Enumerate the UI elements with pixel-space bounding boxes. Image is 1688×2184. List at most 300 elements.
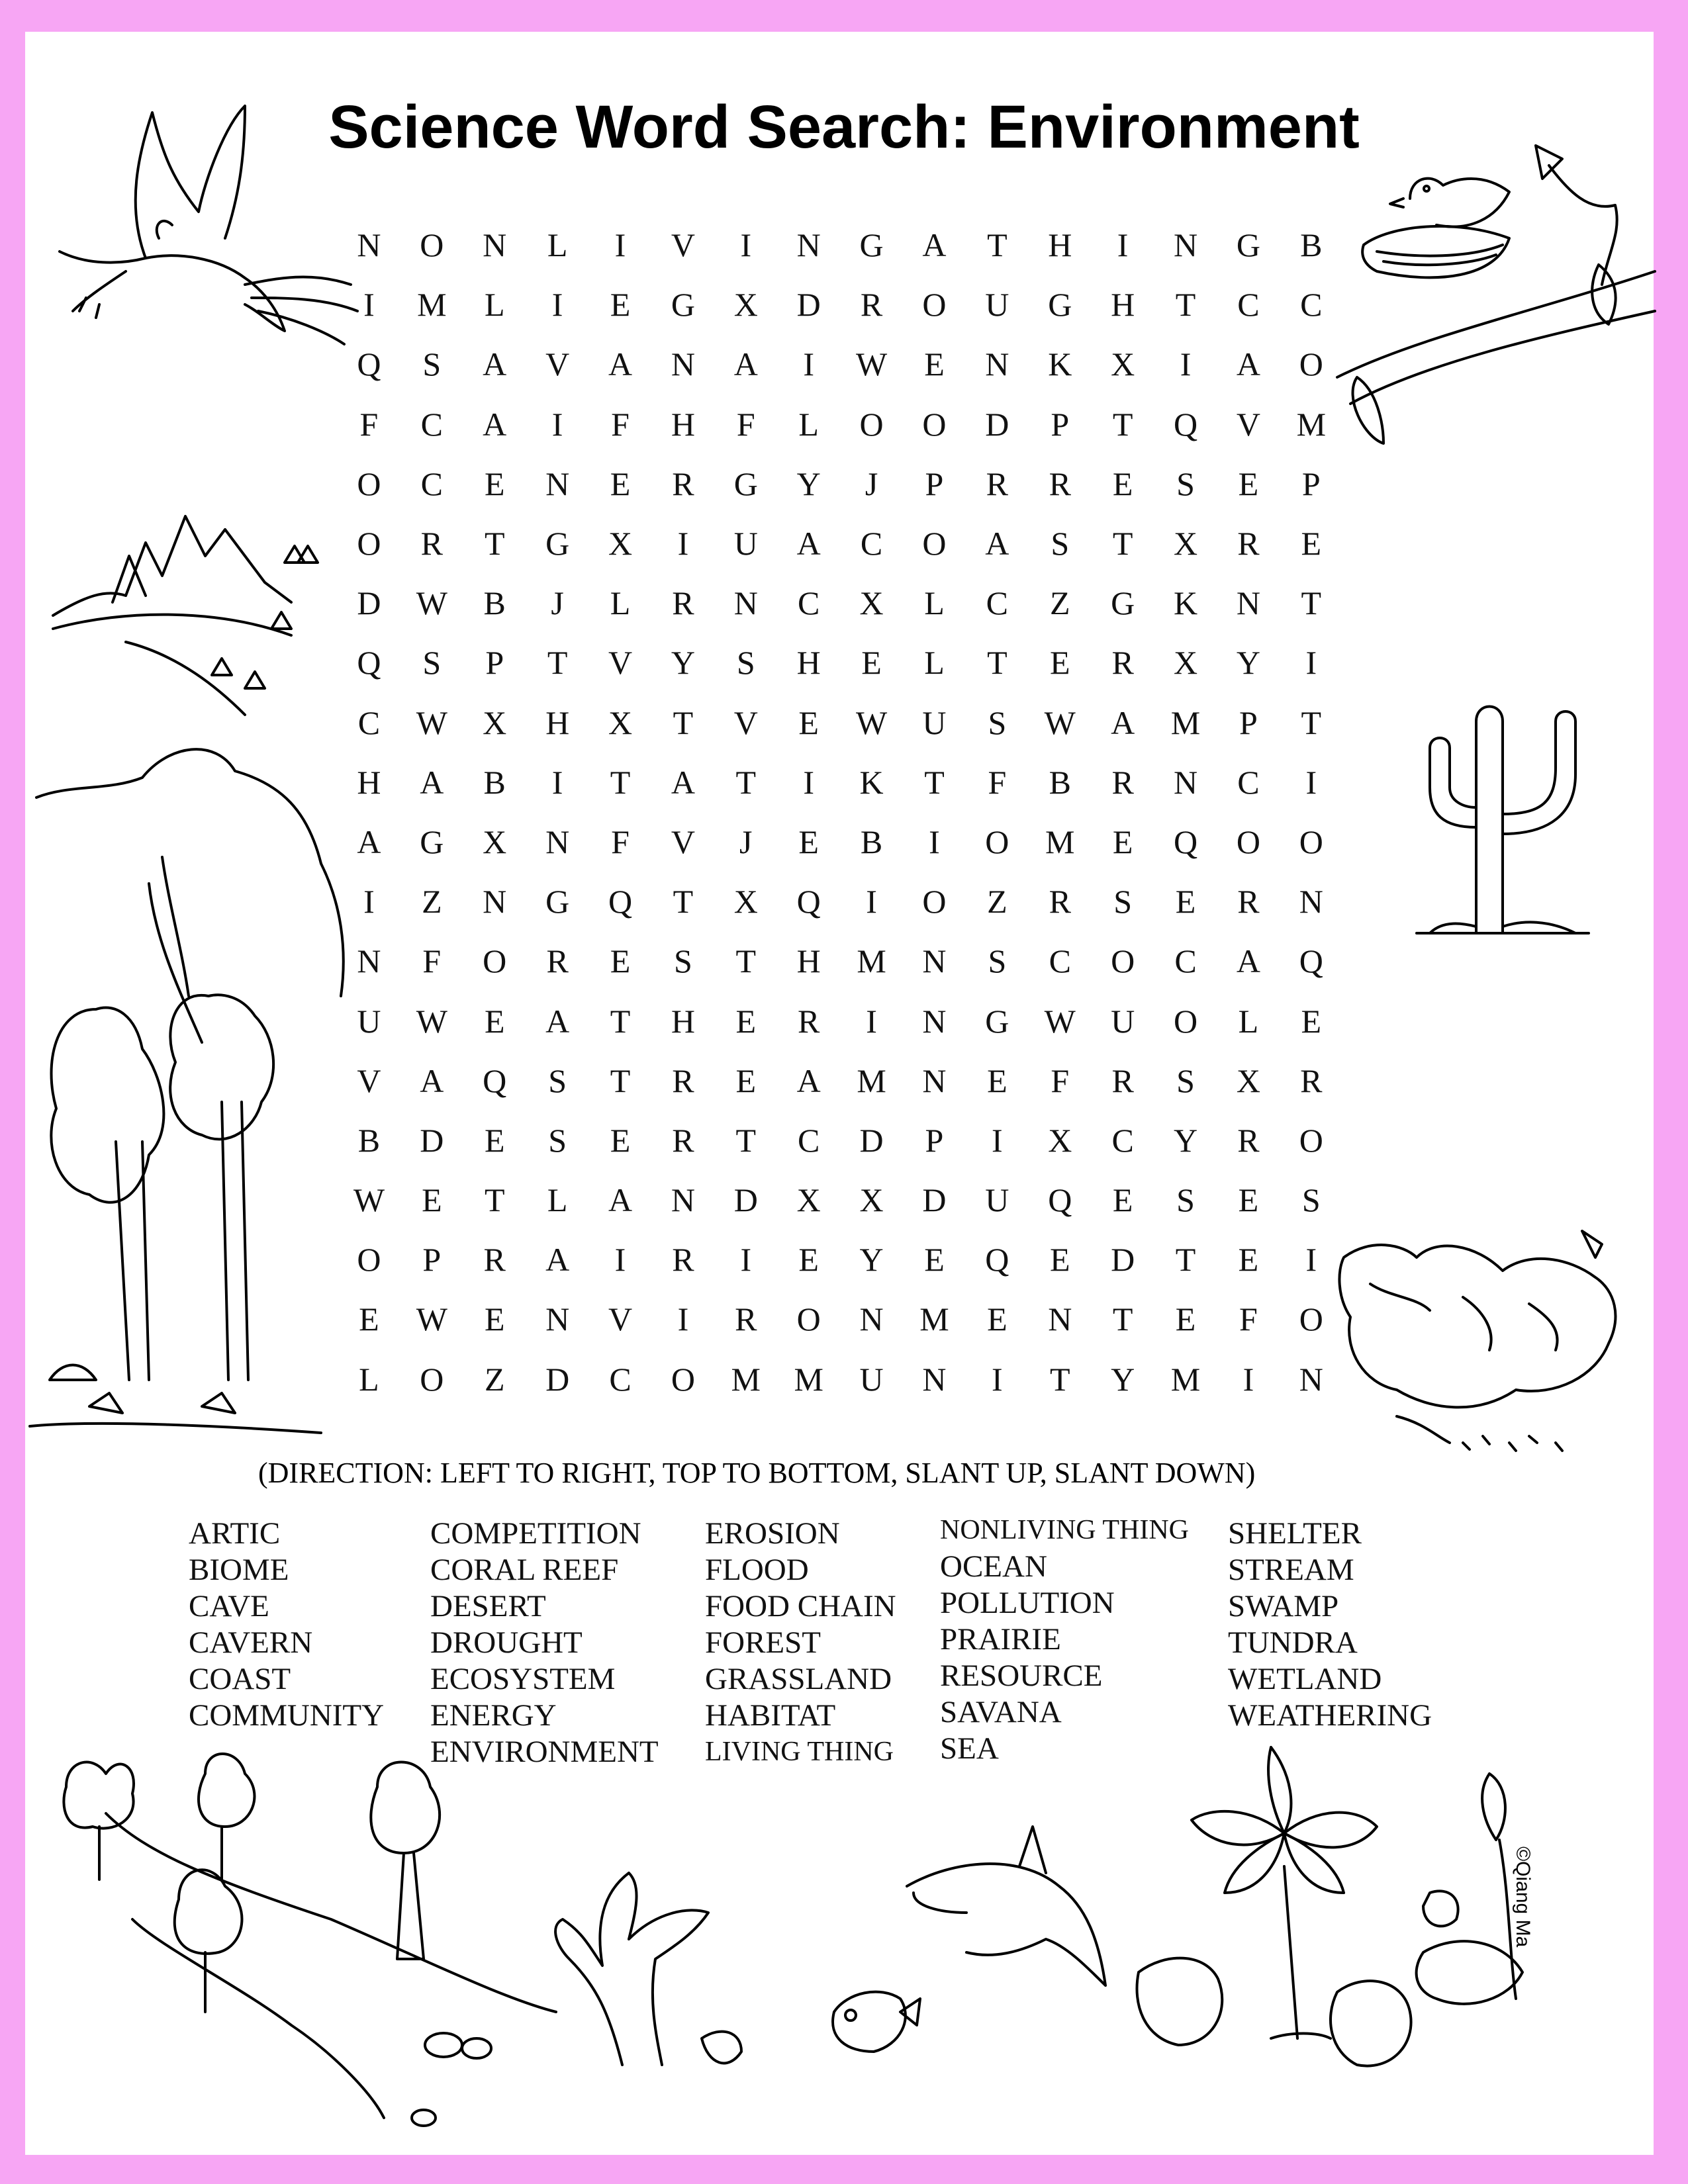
grid-letter: M — [919, 1300, 949, 1338]
grid-letter: U — [1111, 1002, 1135, 1040]
grid-letter: F — [422, 942, 442, 980]
grid-letter: O — [1173, 1002, 1198, 1040]
grid-letter: C — [1049, 942, 1071, 980]
grid-letter: X — [859, 1181, 884, 1219]
grid-letter: N — [545, 465, 570, 502]
grid-letter: S — [1176, 1181, 1195, 1219]
grid-letter: O — [1299, 1300, 1323, 1338]
grid-letter: N — [1048, 1300, 1072, 1338]
word-list-item: WETLAND — [1228, 1662, 1382, 1696]
grid-letter: C — [1237, 286, 1260, 324]
grid-letter: A — [985, 525, 1009, 563]
flowers-illustration — [1139, 1734, 1569, 2111]
grid-letter: R — [1049, 883, 1071, 921]
grid-letter: R — [546, 942, 569, 980]
grid-letter: G — [545, 883, 570, 921]
grid-letter: E — [924, 345, 945, 383]
grid-letter: O — [796, 1300, 821, 1338]
grid-letter: H — [796, 942, 821, 980]
grid-letter: V — [1236, 405, 1260, 443]
grid-letter: H — [1048, 226, 1072, 264]
grid-letter: O — [420, 1360, 444, 1398]
word-list-item: BIOME — [189, 1553, 289, 1587]
grid-letter: I — [1305, 763, 1317, 801]
grid-letter: R — [420, 525, 444, 563]
grid-letter: A — [1111, 704, 1135, 741]
grid-letter: R — [1111, 644, 1134, 682]
grid-letter: O — [922, 286, 947, 324]
grid-letter: T — [673, 883, 694, 921]
grid-letter: T — [735, 942, 757, 980]
grid-letter: L — [798, 405, 819, 443]
grid-letter: X — [1111, 345, 1135, 383]
grid-letter: Y — [1173, 1121, 1198, 1159]
word-list-item: COMMUNITY — [189, 1698, 385, 1733]
grid-letter: S — [1051, 525, 1070, 563]
grid-letter: D — [985, 405, 1009, 443]
grid-letter: I — [1305, 644, 1317, 682]
grid-letter: C — [1237, 763, 1260, 801]
grid-letter: X — [859, 584, 884, 622]
grid-letter: L — [924, 644, 945, 682]
grid-letter: S — [422, 644, 442, 682]
grid-letter: E — [1238, 1241, 1259, 1279]
grid-letter: M — [1170, 704, 1201, 741]
word-list-column-4 — [940, 1512, 1189, 1767]
grid-letter: R — [1300, 1062, 1323, 1099]
grid-letter: O — [985, 823, 1009, 860]
grid-letter: O — [922, 405, 947, 443]
grid-letter: V — [608, 644, 633, 682]
grid-letter: L — [484, 286, 505, 324]
grid-letter: X — [608, 525, 633, 563]
grid-letter: E — [861, 644, 882, 682]
grid-letter: I — [551, 763, 563, 801]
grid-letter: E — [735, 1002, 757, 1040]
grid-letter: U — [985, 1181, 1009, 1219]
grid-letter: A — [671, 763, 695, 801]
word-list-item: NONLIVING THING — [940, 1515, 1189, 1545]
grid-letter: N — [733, 584, 758, 622]
grid-letter: S — [422, 345, 442, 383]
grid-letter: K — [1173, 584, 1198, 622]
grid-letter: N — [1236, 584, 1260, 622]
page-title: Science Word Search: Environment — [328, 93, 1360, 161]
grid-letter: R — [1237, 883, 1260, 921]
grid-letter: A — [796, 1062, 821, 1099]
grid-letter: A — [608, 345, 633, 383]
grid-letter: E — [798, 1241, 819, 1279]
ocean-life-illustration — [543, 1813, 1125, 2091]
word-list-item: RESOURCE — [940, 1659, 1103, 1693]
grid-letter: M — [794, 1360, 823, 1398]
grid-letter: A — [420, 763, 444, 801]
word-list-column-3 — [705, 1516, 896, 1770]
word-list-item: HABITAT — [705, 1698, 836, 1733]
grid-letter: I — [1305, 1241, 1317, 1279]
grid-letter: I — [614, 226, 626, 264]
eagle-illustration — [46, 99, 371, 364]
grid-letter: A — [733, 345, 758, 383]
grid-letter: I — [363, 286, 375, 324]
grid-letter: L — [547, 1181, 568, 1219]
grid-letter: Z — [1049, 584, 1070, 622]
grid-letter: T — [1112, 405, 1133, 443]
grid-letter: K — [859, 763, 884, 801]
grid-letter: Q — [357, 644, 381, 682]
grid-letter: C — [1300, 286, 1323, 324]
grid-letter: N — [922, 1002, 947, 1040]
grid-letter: X — [1173, 644, 1198, 682]
grid-letter: S — [1176, 1062, 1195, 1099]
word-list-item: TUNDRA — [1228, 1625, 1358, 1660]
grid-letter: R — [1237, 525, 1260, 563]
grid-letter: E — [610, 286, 631, 324]
grid-letter: N — [671, 1181, 695, 1219]
grid-letter: X — [1048, 1121, 1072, 1159]
grid-letter: A — [545, 1241, 570, 1279]
grid-letter: N — [1173, 763, 1198, 801]
grid-letter: C — [420, 465, 444, 502]
grid-letter: N — [483, 226, 507, 264]
grid-letter: Q — [357, 345, 381, 383]
grid-letter: H — [1111, 286, 1135, 324]
word-list-item: OCEAN — [940, 1549, 1047, 1584]
grid-letter: I — [677, 1300, 689, 1338]
trees-illustration — [30, 731, 361, 1446]
grid-letter: D — [545, 1360, 570, 1398]
grid-letter: E — [484, 1121, 505, 1159]
grid-letter: F — [1051, 1062, 1070, 1099]
grid-letter: E — [735, 1062, 757, 1099]
grid-letter: E — [1112, 823, 1133, 860]
grid-letter: R — [672, 1062, 694, 1099]
grid-letter: N — [671, 345, 695, 383]
grid-letter: P — [1239, 704, 1258, 741]
grid-letter: R — [735, 1300, 757, 1338]
grid-letter: X — [733, 286, 758, 324]
grid-letter: L — [359, 1360, 379, 1398]
grid-letter: O — [922, 525, 947, 563]
word-list-item: EROSION — [705, 1516, 840, 1551]
grid-letter: L — [1238, 1002, 1259, 1040]
river-trees-illustration — [53, 1747, 583, 2144]
grid-letter: V — [608, 1300, 633, 1338]
grid-letter: P — [925, 1121, 944, 1159]
grid-letter: S — [673, 942, 692, 980]
grid-letter: E — [1301, 1002, 1322, 1040]
grid-letter: N — [1173, 226, 1198, 264]
grid-letter: D — [796, 286, 821, 324]
grid-letter: B — [483, 584, 506, 622]
grid-letter: O — [922, 883, 947, 921]
grid-letter: Q — [1173, 823, 1198, 860]
grid-letter: S — [988, 704, 1007, 741]
grid-letter: E — [610, 465, 631, 502]
grid-letter: Y — [1111, 1360, 1135, 1398]
bird-nest-illustration — [1337, 126, 1668, 463]
grid-letter: P — [925, 465, 944, 502]
grid-letter: G — [1236, 226, 1260, 264]
grid-letter: N — [796, 226, 821, 264]
word-list-column-5 — [1228, 1516, 1432, 1734]
grid-letter: C — [798, 584, 820, 622]
grid-letter: I — [1117, 226, 1129, 264]
grid-letter: T — [987, 226, 1008, 264]
grid-letter: L — [610, 584, 631, 622]
grid-letter: W — [416, 584, 447, 622]
grid-letter: R — [1237, 1121, 1260, 1159]
grid-letter: B — [1049, 763, 1071, 801]
grid-letter: Y — [671, 644, 695, 682]
grid-letter: H — [671, 405, 695, 443]
grid-letter: A — [420, 1062, 444, 1099]
grid-letter: D — [1111, 1241, 1135, 1279]
grid-letter: R — [672, 465, 694, 502]
grid-letter: U — [985, 286, 1009, 324]
grid-letter: T — [1175, 286, 1196, 324]
grid-letter: S — [1301, 1181, 1321, 1219]
grid-letter: N — [1299, 883, 1323, 921]
grid-letter: J — [739, 823, 753, 860]
grid-letter: I — [1180, 345, 1192, 383]
grid-letter: W — [416, 1300, 447, 1338]
grid-letter: T — [610, 1002, 631, 1040]
grid-letter: N — [922, 1062, 947, 1099]
grid-letter: I — [803, 763, 814, 801]
grid-letter: F — [611, 823, 630, 860]
grid-letter: T — [924, 763, 945, 801]
grid-letter: Z — [484, 1360, 505, 1398]
grid-letter: P — [1051, 405, 1070, 443]
grid-letter: M — [417, 286, 447, 324]
word-list-item: COAST — [189, 1662, 291, 1696]
grid-letter: M — [731, 1360, 761, 1398]
grid-letter: G — [545, 525, 570, 563]
grid-letter: C — [798, 1121, 820, 1159]
grid-letter: O — [859, 405, 884, 443]
grid-letter: E — [798, 704, 819, 741]
grid-letter: N — [859, 1300, 884, 1338]
grid-letter: E — [1049, 1241, 1070, 1279]
grid-letter: Z — [422, 883, 442, 921]
grid-letter: R — [1049, 465, 1071, 502]
grid-letter: E — [484, 465, 505, 502]
grid-letter: T — [673, 704, 694, 741]
grid-letter: W — [855, 345, 888, 383]
grid-letter: F — [611, 405, 630, 443]
grid-letter: E — [987, 1300, 1008, 1338]
grid-letter: G — [733, 465, 758, 502]
grid-letter: I — [740, 1241, 752, 1279]
grid-letter: L — [924, 584, 945, 622]
grid-letter: P — [1301, 465, 1321, 502]
grid-letter: I — [551, 405, 563, 443]
mountains-illustration — [46, 503, 324, 721]
grid-letter: J — [865, 465, 878, 502]
grid-letter: R — [798, 1002, 820, 1040]
grid-letter: F — [988, 763, 1007, 801]
grid-letter: T — [610, 1062, 631, 1099]
grid-letter: E — [1238, 465, 1259, 502]
grid-letter: D — [733, 1181, 758, 1219]
grid-letter: U — [733, 525, 758, 563]
grid-letter: R — [672, 1121, 694, 1159]
grid-letter: N — [922, 942, 947, 980]
grid-letter: O — [1299, 345, 1323, 383]
word-list-item: ARTIC — [189, 1516, 281, 1551]
grid-letter: S — [548, 1062, 567, 1099]
grid-letter: E — [924, 1241, 945, 1279]
grid-letter: I — [677, 525, 689, 563]
word-list-item: FLOOD — [705, 1553, 809, 1587]
letter-grid — [338, 215, 1342, 1409]
grid-letter: E — [1175, 1300, 1196, 1338]
grid-letter: G — [859, 226, 884, 264]
grid-letter: O — [483, 942, 507, 980]
grid-letter: A — [483, 345, 507, 383]
copyright-text: ©Qiang Ma — [1512, 1846, 1534, 1948]
grid-letter: J — [551, 584, 564, 622]
grid-letter: Q — [608, 883, 633, 921]
grid-letter: O — [1236, 823, 1260, 860]
grid-letter: T — [484, 1181, 505, 1219]
grid-letter: W — [1044, 704, 1076, 741]
grid-letter: Y — [1236, 644, 1260, 682]
rocks-illustration — [1331, 1218, 1655, 1482]
grid-letter: E — [1301, 525, 1322, 563]
grid-letter: W — [1044, 1002, 1076, 1040]
grid-letter: O — [357, 525, 381, 563]
grid-letter: V — [357, 1062, 381, 1099]
grid-letter: P — [485, 644, 504, 682]
grid-letter: G — [1048, 286, 1072, 324]
grid-letter: N — [922, 1360, 947, 1398]
grid-letter: E — [484, 1002, 505, 1040]
grid-letter: X — [733, 883, 758, 921]
grid-letter: C — [860, 525, 883, 563]
grid-letter: C — [1111, 1121, 1134, 1159]
grid-letter: B — [483, 763, 506, 801]
grid-letter: E — [798, 823, 819, 860]
grid-letter: A — [796, 525, 821, 563]
grid-letter: Q — [796, 883, 821, 921]
grid-letter: T — [1175, 1241, 1196, 1279]
grid-letter: N — [1299, 1360, 1323, 1398]
grid-letter: C — [609, 1360, 632, 1398]
grid-letter: H — [545, 704, 570, 741]
grid-letter: F — [359, 405, 379, 443]
word-list-item: DROUGHT — [430, 1625, 583, 1660]
grid-letter: B — [357, 1121, 381, 1159]
grid-letter: M — [1045, 823, 1075, 860]
grid-letter: F — [736, 405, 755, 443]
grid-letter: C — [420, 405, 444, 443]
grid-letter: A — [608, 1181, 633, 1219]
grid-letter: O — [357, 465, 381, 502]
grid-letter: T — [1301, 704, 1322, 741]
grid-letter: E — [484, 1300, 505, 1338]
grid-letter: X — [1236, 1062, 1260, 1099]
grid-letter: S — [548, 1121, 567, 1159]
grid-letter: Q — [483, 1062, 507, 1099]
grid-letter: D — [922, 1181, 947, 1219]
grid-letter: I — [551, 286, 563, 324]
grid-letter: N — [545, 823, 570, 860]
grid-letter: I — [740, 226, 752, 264]
grid-letter: Q — [1048, 1181, 1072, 1219]
grid-letter: E — [1238, 1181, 1259, 1219]
grid-letter: H — [357, 763, 381, 801]
word-list-item: LIVING THING — [705, 1737, 894, 1767]
grid-letter: M — [1296, 405, 1327, 443]
word-list-item: WEATHERING — [1228, 1698, 1432, 1733]
word-list-item: CORAL REEF — [430, 1553, 619, 1587]
grid-letter: R — [860, 286, 883, 324]
grid-letter: U — [922, 704, 947, 741]
grid-letter: E — [422, 1181, 442, 1219]
word-list-item: STREAM — [1228, 1553, 1354, 1587]
word-list-item: ENVIRONMENT — [430, 1735, 659, 1769]
grid-letter: K — [1048, 345, 1072, 383]
word-list-item: GRASSLAND — [705, 1662, 892, 1696]
grid-letter: G — [985, 1002, 1009, 1040]
grid-letter: A — [1236, 942, 1260, 980]
grid-letter: X — [483, 823, 507, 860]
grid-letter: O — [671, 1360, 695, 1398]
grid-letter: O — [1111, 942, 1135, 980]
grid-letter: S — [1176, 465, 1195, 502]
grid-letter: F — [1239, 1300, 1258, 1338]
grid-letter: C — [986, 584, 1009, 622]
grid-letter: T — [1112, 1300, 1133, 1338]
grid-letter: V — [671, 226, 695, 264]
word-list-item: FOREST — [705, 1625, 821, 1660]
grid-letter: N — [357, 226, 381, 264]
grid-letter: E — [610, 1121, 631, 1159]
grid-letter: R — [986, 465, 1009, 502]
grid-letter: O — [420, 226, 444, 264]
grid-letter: Y — [859, 1241, 884, 1279]
grid-letter: M — [1170, 1360, 1201, 1398]
grid-letter: D — [357, 584, 381, 622]
grid-letter: R — [672, 1241, 694, 1279]
grid-letter: Q — [1299, 942, 1323, 980]
grid-letter: I — [363, 883, 375, 921]
grid-letter: R — [1111, 763, 1134, 801]
grid-letter: I — [866, 883, 877, 921]
grid-letter: H — [796, 644, 821, 682]
grid-letter: I — [992, 1121, 1003, 1159]
grid-letter: B — [860, 823, 883, 860]
grid-letter: D — [859, 1121, 884, 1159]
grid-letter: X — [483, 704, 507, 741]
grid-letter: X — [1173, 525, 1198, 563]
grid-letter: I — [866, 1002, 877, 1040]
grid-letter: T — [484, 525, 505, 563]
grid-letter: O — [1299, 1121, 1323, 1159]
grid-letter: V — [671, 823, 695, 860]
word-list-column-1 — [189, 1516, 384, 1734]
grid-letter: L — [547, 226, 568, 264]
grid-letter: V — [733, 704, 758, 741]
grid-letter: P — [422, 1241, 442, 1279]
word-list-item: SWAMP — [1228, 1589, 1339, 1623]
grid-letter: T — [735, 1121, 757, 1159]
word-list-column-2 — [430, 1516, 659, 1770]
grid-letter: C — [1174, 942, 1197, 980]
grid-letter: U — [357, 1002, 381, 1040]
